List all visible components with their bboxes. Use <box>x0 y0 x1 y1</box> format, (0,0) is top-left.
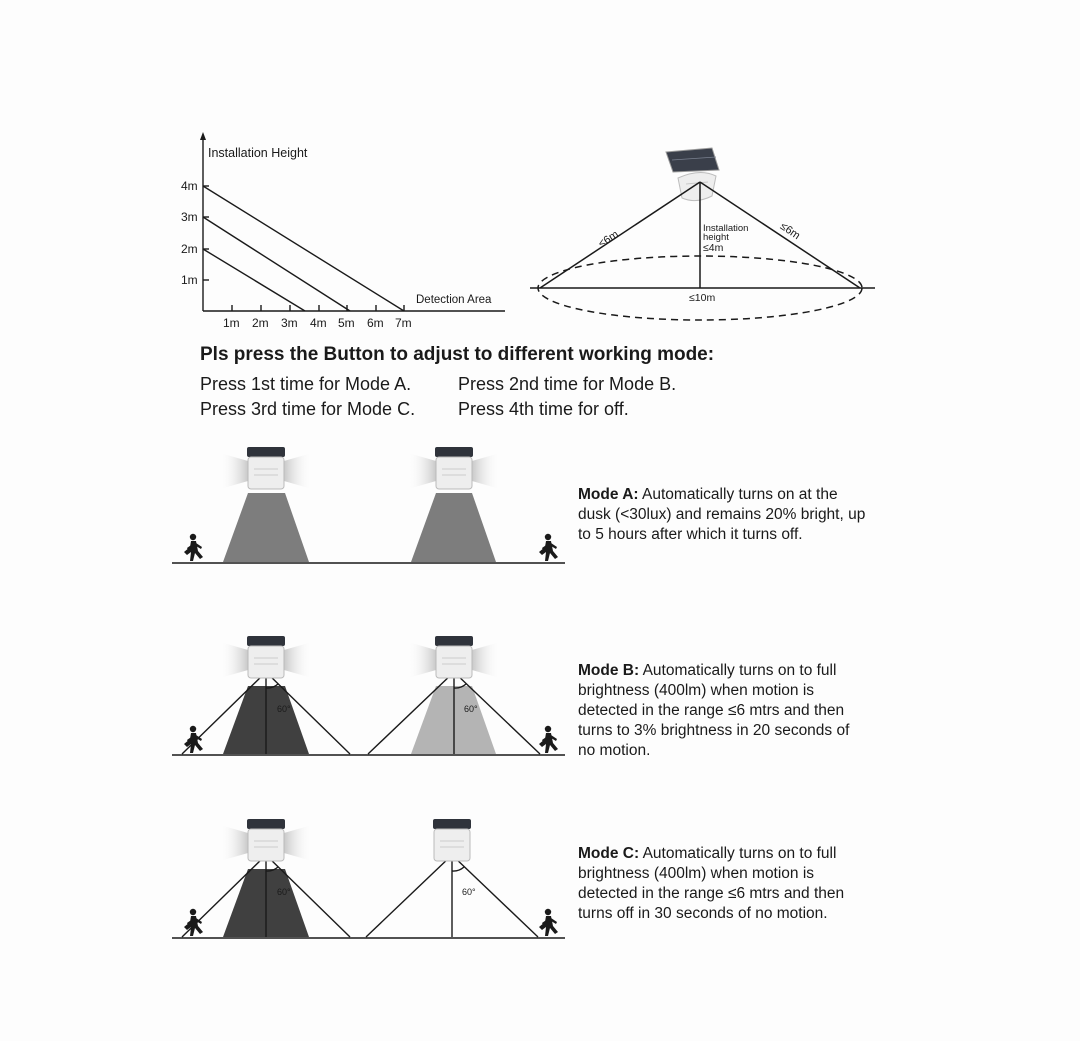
x-tick-label: 5m <box>338 316 355 330</box>
right-range-label: ≤6m <box>777 220 803 243</box>
angle-label: 60° <box>277 704 291 714</box>
diameter-label: ≤10m <box>689 292 716 304</box>
y-tick-label: 4m <box>181 179 198 193</box>
y-axis-arrow <box>200 132 206 140</box>
solar-lamp-icon <box>220 819 312 861</box>
coverage-diagram <box>530 148 875 320</box>
mode-b-illustration <box>0 628 570 768</box>
x-tick-label: 3m <box>281 316 298 330</box>
y-tick-label: 3m <box>181 210 198 224</box>
angle-label: 60° <box>462 887 476 897</box>
solar-lamp-icon <box>220 447 312 489</box>
press-2-text: Press 2nd time for Mode B. <box>458 374 677 394</box>
left-range-label: ≤6m <box>596 228 621 251</box>
solar-lamp-icon <box>408 636 500 678</box>
y-axis-label: Installation Height <box>208 146 308 160</box>
light-beam <box>411 493 496 562</box>
mode-c-illustration <box>0 811 570 951</box>
mode-a-description: Automatically turns on at the dusk (<30lux) and remains 20% bright, up to 5 hours after which it turns off. <box>578 486 866 543</box>
x-tick-label: 6m <box>367 316 384 330</box>
press-1-text: Press 1st time for Mode A. <box>200 374 412 394</box>
detection-line-4m <box>203 186 404 311</box>
height-label: Installation <box>703 223 749 234</box>
x-tick-label: 7m <box>395 316 412 330</box>
x-tick-label: 4m <box>310 316 327 330</box>
x-axis-label: Detection Area <box>416 294 492 306</box>
solar-lamp-icon <box>666 148 719 201</box>
mode-c-description: Automatically turns on to full brightness (400lm) when motion is detected in the range ≤6 mtrs and then turns off in 30 seconds of no motion. <box>578 845 845 922</box>
x-tick-label: 1m <box>223 316 240 330</box>
mode-b-text <box>578 661 868 761</box>
x-tick-label: 2m <box>252 316 269 330</box>
mode-c-title: Mode C: <box>578 845 640 862</box>
mode-a-title: Mode A: <box>578 486 639 503</box>
press-3-text: Press 3rd time for Mode C. <box>200 399 416 419</box>
running-person-icon <box>539 726 558 753</box>
y-tick-label: 2m <box>181 242 198 256</box>
running-person-icon <box>184 534 203 561</box>
y-tick-label: 1m <box>181 273 198 287</box>
instructions-heading: Pls press the Button to adjust to different working mode: <box>200 344 715 365</box>
running-person-icon <box>539 909 558 936</box>
height-label: height <box>703 232 729 243</box>
detection-line-2m <box>203 249 305 311</box>
mode-a-illustration <box>0 435 570 575</box>
angle-label: 60° <box>277 887 291 897</box>
mode-a-text <box>578 485 868 545</box>
solar-lamp-icon <box>220 636 312 678</box>
height-label: ≤4m <box>703 242 724 254</box>
mode-c-text <box>578 844 868 924</box>
running-person-icon <box>539 534 558 561</box>
solar-lamp-icon <box>408 447 500 489</box>
light-beam <box>223 493 309 562</box>
mode-b-description: Automatically turns on to full brightness (400lm) when motion is detected in the range ≤6 mtrs and then turns to 3% brightness in 20 seconds of no motion. <box>578 662 850 759</box>
press-4-text: Press 4th time for off. <box>458 399 629 419</box>
angle-label: 60° <box>464 704 478 714</box>
mode-b-title: Mode B: <box>578 662 640 679</box>
installation-height-chart <box>0 0 1080 340</box>
solar-lamp-icon <box>433 819 471 861</box>
